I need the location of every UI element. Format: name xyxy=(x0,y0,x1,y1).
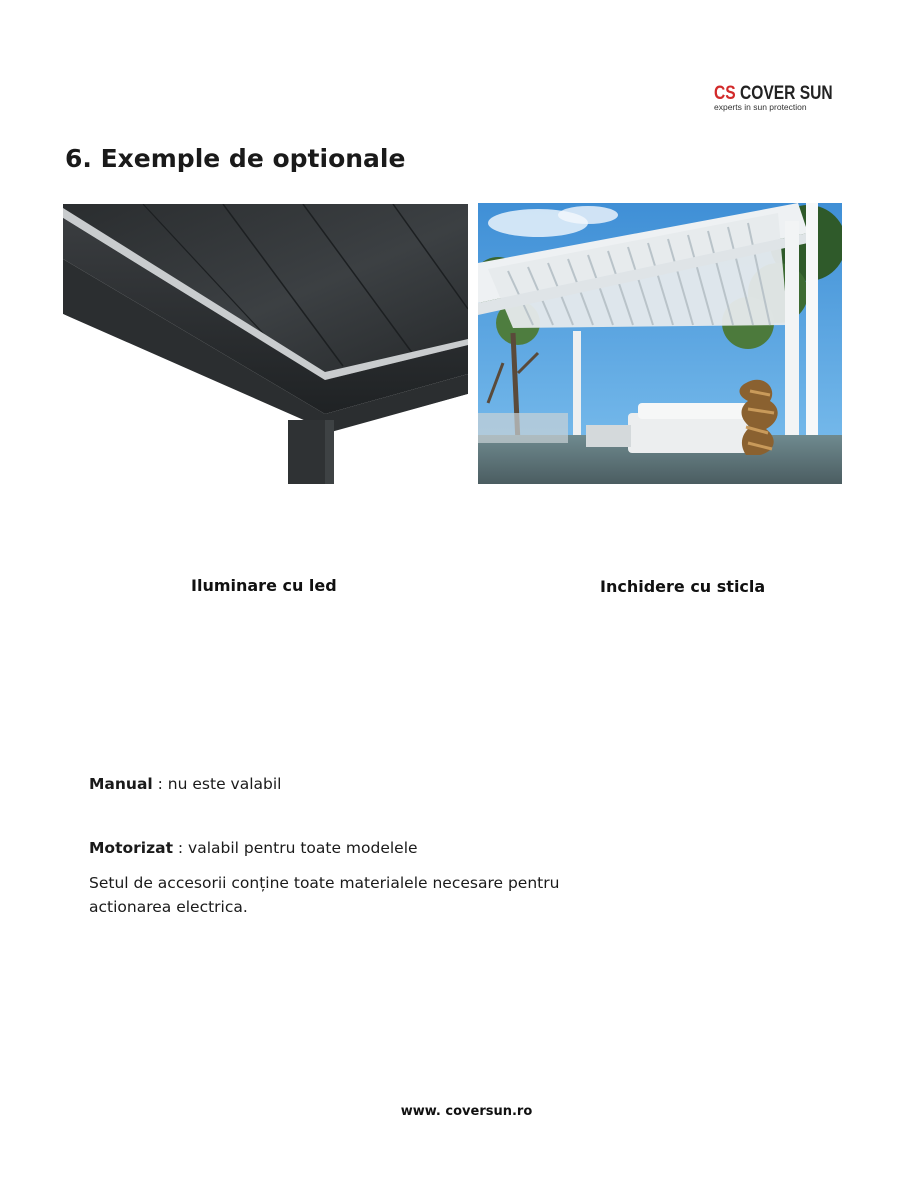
led-lighting-photo xyxy=(63,204,468,484)
page-title: 6. Exemple de optionale xyxy=(65,144,406,173)
logo-tagline: experts in sun protection xyxy=(714,102,807,112)
accessories-line-2: actionarea electrica. xyxy=(89,898,248,916)
manual-label: Manual xyxy=(89,775,153,793)
glass-enclosure-caption: Inchidere cu sticla xyxy=(600,577,766,596)
cover-sun-logo xyxy=(714,84,834,114)
logo-name: COVER SUN xyxy=(739,83,833,104)
motorized-line xyxy=(89,836,418,860)
glass-enclosure-photo xyxy=(478,203,842,484)
motorized-text: : valabil pentru toate modelele xyxy=(172,839,418,857)
logo-cs: CS xyxy=(714,83,736,104)
logo-brand xyxy=(714,83,833,104)
accessories-paragraph xyxy=(89,871,559,919)
led-lighting-caption: Iluminare cu led xyxy=(191,576,337,595)
manual-text: : nu este valabil xyxy=(152,775,282,793)
manual-line xyxy=(89,772,281,796)
accessories-line-1: Setul de accesorii conține toate materialele necesare pentru xyxy=(89,874,560,892)
motorized-label: Motorizat xyxy=(89,839,173,857)
footer-website: www. coversun.ro xyxy=(400,1104,533,1119)
